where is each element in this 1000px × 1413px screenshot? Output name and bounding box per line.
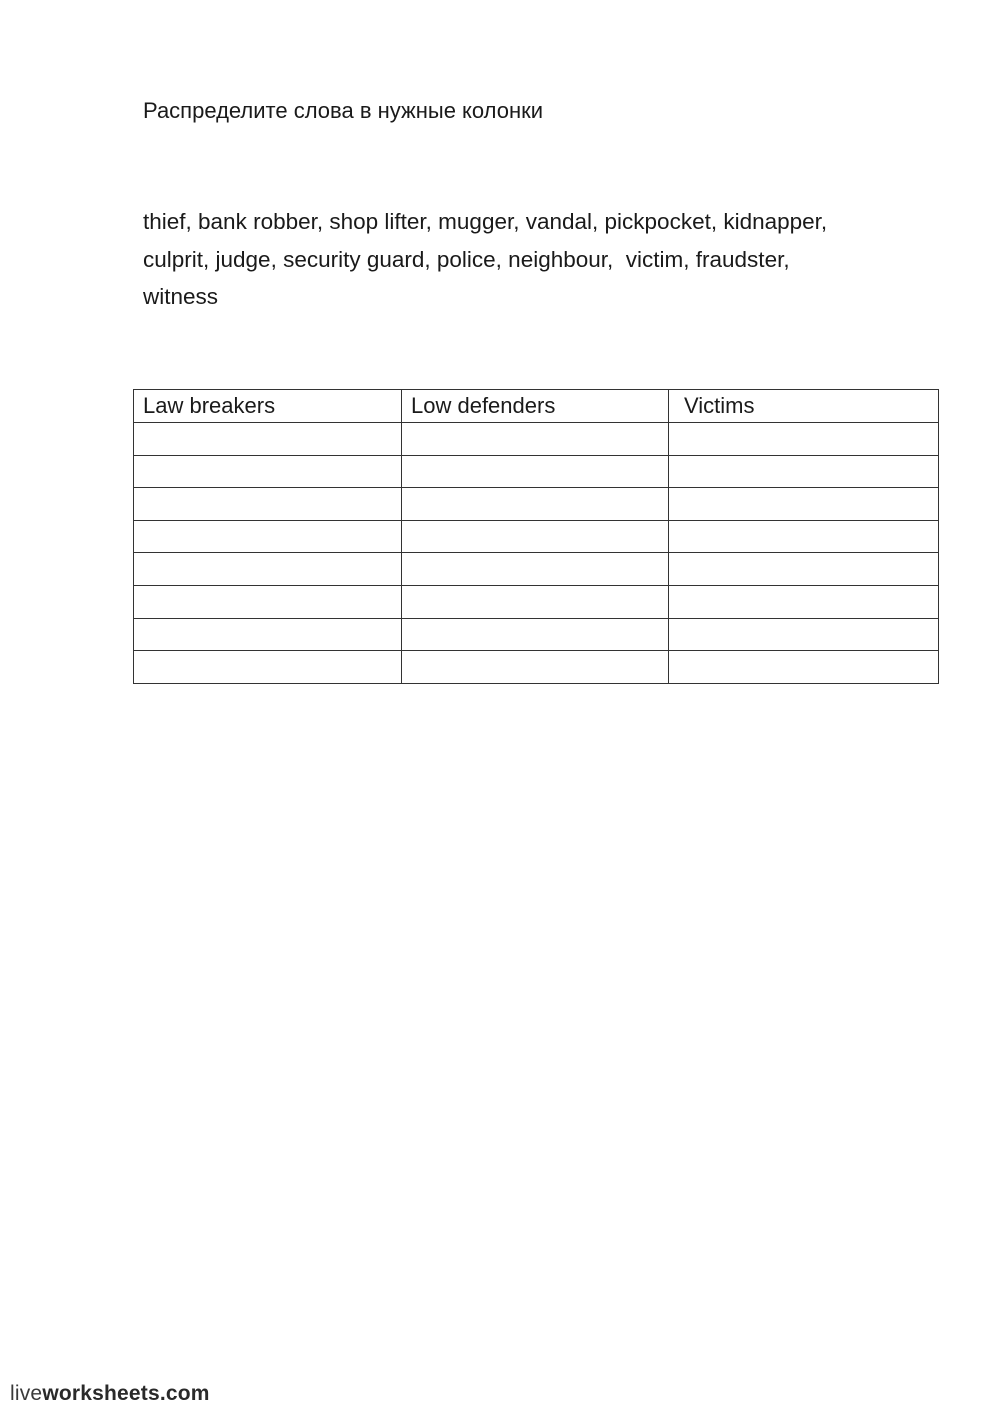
table-row (134, 488, 939, 521)
header-law-breakers: Law breakers (134, 390, 402, 423)
answer-cell-law-defenders[interactable] (402, 488, 669, 521)
table-body (134, 423, 939, 684)
logo-text-live: live (10, 1382, 43, 1405)
answer-cell-law-defenders[interactable] (402, 618, 669, 651)
answer-cell-law-breakers[interactable] (134, 553, 402, 586)
answer-cell-law-defenders[interactable] (402, 455, 669, 488)
answer-cell-law-defenders[interactable] (402, 553, 669, 586)
table-row (134, 651, 939, 684)
word-list-line: witness (143, 284, 219, 309)
table-row (134, 423, 939, 456)
answer-cell-victims[interactable] (669, 553, 939, 586)
answer-cell-law-breakers[interactable] (134, 423, 402, 456)
answer-cell-law-defenders[interactable] (402, 585, 669, 618)
header-victims: Victims (669, 390, 939, 423)
answer-cell-law-breakers[interactable] (134, 651, 402, 684)
answer-cell-law-breakers[interactable] (134, 488, 402, 521)
table-header-row (134, 390, 939, 423)
table-row (134, 520, 939, 553)
table-row (134, 553, 939, 586)
answer-cell-victims[interactable] (669, 423, 939, 456)
table-row (134, 455, 939, 488)
answer-cell-law-breakers[interactable] (134, 585, 402, 618)
answer-cell-law-defenders[interactable] (402, 423, 669, 456)
word-list-line: culprit, judge, security guard, police, neighbour, victim, fraudster, (143, 246, 790, 272)
answer-cell-victims[interactable] (669, 651, 939, 684)
header-law-defenders: Low defenders (402, 390, 669, 423)
answer-cell-law-breakers[interactable] (134, 455, 402, 488)
table-row (134, 618, 939, 651)
answer-cell-victims[interactable] (669, 488, 939, 521)
answer-cell-victims[interactable] (669, 520, 939, 553)
sorting-table (133, 389, 939, 684)
instruction-text: Распределите слова в нужные колонки (143, 98, 544, 123)
answer-cell-victims[interactable] (669, 585, 939, 618)
liveworksheets-logo[interactable] (10, 1380, 210, 1408)
table-row (134, 585, 939, 618)
answer-cell-law-defenders[interactable] (402, 520, 669, 553)
answer-cell-law-breakers[interactable] (134, 618, 402, 651)
answer-cell-law-breakers[interactable] (134, 520, 402, 553)
answer-cell-victims[interactable] (669, 618, 939, 651)
answer-cell-law-defenders[interactable] (402, 651, 669, 684)
word-list (143, 203, 933, 316)
logo-text-worksheets: worksheets.com (42, 1382, 210, 1405)
word-list-line: thief, bank robber, shop lifter, mugger, vandal, pickpocket, kidnapper, (143, 209, 828, 234)
answer-cell-victims[interactable] (669, 455, 939, 488)
